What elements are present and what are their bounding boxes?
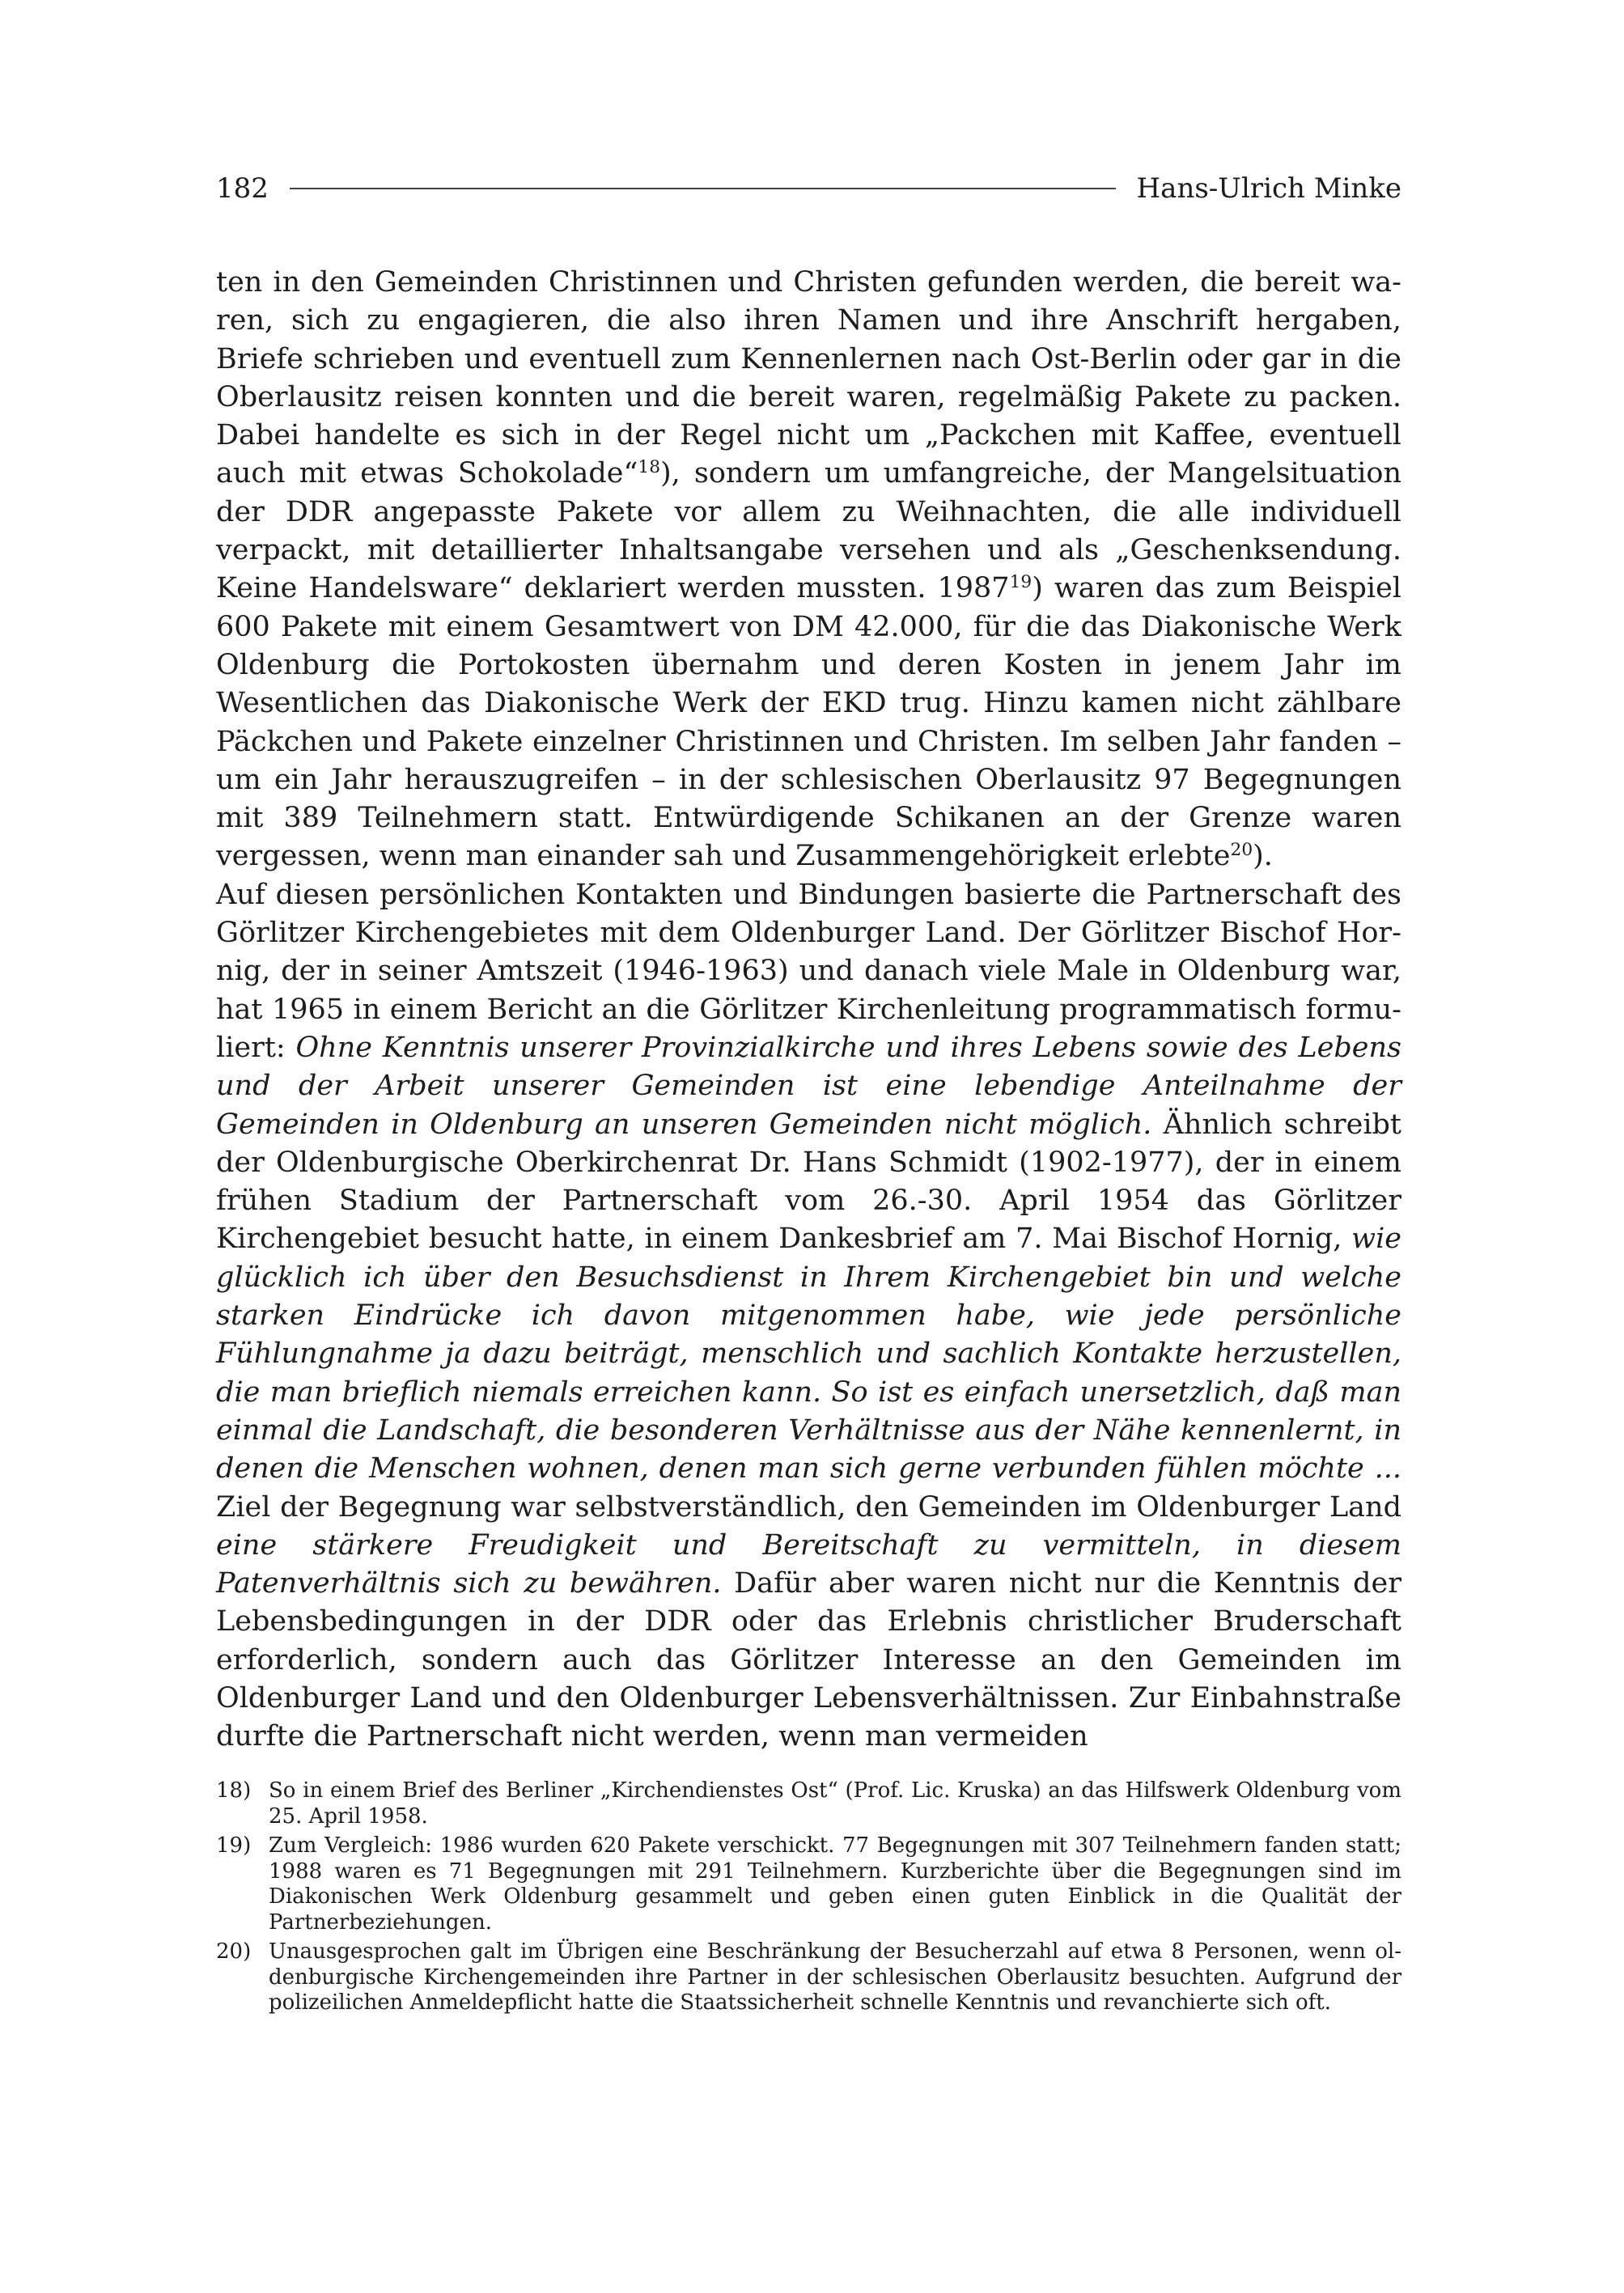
footnote-ref-20: 20: [1230, 840, 1253, 861]
footnote-text: Zum Vergleich: 1986 wurden 620 Pakete verschickt. 77 Begegnungen mit 307 Teilnehmern fanden statt; 1988 waren es 71 Begegnungen mit 291 Teilnehmern. Kurzberichte über die Begegnungen sind im Diakonischen Werk Oldenburg gesammelt und geben einen guten Einblick in die Qualität der Partnerbeziehungen.: [269, 1833, 1401, 1935]
running-author: Hans-Ulrich Minke: [1136, 172, 1401, 205]
running-header: [216, 168, 1401, 209]
footnote-number: 20): [216, 1939, 252, 1964]
page-number: 182: [216, 172, 269, 205]
text-run: ten in den Gemeinden Christinnen und Christen gefunden werden, die bereit waren, sich zu engagieren, die also ihren Namen und ihre Anschrift hergaben, Briefe schrieben und eventuell zum Kennenlernen nach Ost-Berlin oder gar in die Oberlausitz reisen konnten und die bereit waren, regelmäßig Pakete zu packen. Dabei handelte es sich in der Regel nicht um „Packchen mit Kaffee, eventuell auch mit etwas Schokolade“: [216, 266, 1401, 490]
text-run: Ähnlich schreibt der Oldenburgische Oberkirchenrat Dr. Hans Schmidt (1902-1977), der in einem frühen Stadium der Partnerschaft vom 26.-30. April 1954 das Görlitzer Kirchengebiet besucht hatte, in einem Dankesbrief am 7. Mai Bischof Hornig,: [216, 1108, 1401, 1256]
paragraph-2: [216, 876, 1401, 1757]
footnote-text: So in einem Brief des Berliner „Kirchendienstes Ost“ (Prof. Lic. Kruska) an das Hilfswerk Oldenburg vom 25. April 1958.: [269, 1778, 1401, 1829]
quotation-italic: wie glücklich ich über den Besuchsdienst in Ihrem Kirchengebiet bin und welche starken Eindrücke ich davon mitgenommen habe, wie jede persönliche Fühlungnahme ja dazu beiträgt, menschlich und sachlich Kontakte herzustellen, die man brieflich niemals erreichen kann. So ist es einfach unersetzlich, daß man einmal die Landschaft, die besonderen Verhältnisse aus der Nähe kennenlernt, in denen die Menschen wohnen, denen man sich gerne verbunden fühlen möchte ...: [216, 1223, 1401, 1486]
footnote-18: [216, 1778, 1401, 1829]
footnotes: [216, 1778, 1401, 2020]
body-text: [216, 264, 1401, 1757]
footnote-number: 18): [216, 1778, 252, 1803]
text-run: ).: [1253, 840, 1273, 873]
quotation-italic: eine stärkere Freudigkeit und Bereitschaft zu vermitteln, in diesem Patenverhältnis sich zu bewähren.: [216, 1528, 1401, 1600]
footnote-ref-18: 18: [638, 457, 661, 478]
footnote-number: 19): [216, 1833, 252, 1858]
text-run: ) waren das zum Beispiel 600 Pakete mit einem Gesamtwert von DM 42.000, für die das Diakonische Werk Oldenburg die Portokosten übernahm und deren Kosten in jenem Jahr im Wesentlichen das Diakonische Werk der EKD trug. Hinzu kamen nicht zählbare Päckchen und Pakete einzelner Christinnen und Christen. Im selben Jahr fanden – um ein Jahr herauszugreifen – in der schlesischen Oberlausitz 97 Begegnungen mit 389 Teilnehmern statt. Entwürdigende Schikanen an der Grenze waren vergessen, wenn man einander sah und Zusammengehörigkeit erlebte: [216, 572, 1402, 873]
text-run: Auf diesen persönlichen Kontakten und Bindungen basierte die Partnerschaft des Görlitzer Kirchengebietes mit dem Oldenburger Land. Der Görlitzer Bischof Hornig, der in seiner Amtszeit (1946-1963) und danach viele Male in Oldenburg war, hat 1965 in einem Bericht an die Görlitzer Kirchenleitung programmatisch formuliert:: [216, 878, 1401, 1064]
footnote-19: [216, 1833, 1401, 1935]
footnote-text: Unausgesprochen galt im Übrigen eine Beschränkung der Besucherzahl auf etwa 8 Personen, wenn oldenburgische Kirchengemeinden ihre Partner in der schlesischen Oberlausitz besuchten. Aufgrund der polizeilichen Anmeldepflicht hatte die Staatssicherheit schnelle Kenntnis und revanchierte sich oft.: [269, 1939, 1401, 2015]
footnote-20: [216, 1939, 1401, 2016]
paragraph-1: [216, 264, 1401, 876]
text-run: Ziel der Begegnung war selbstverständlich, den Gemeinden im Oldenburger Land: [216, 1490, 1401, 1524]
footnote-ref-19: 19: [1009, 572, 1032, 593]
text-run: ), sondern um umfangreiche, der Mangelsituation der DDR angepasste Pakete vor allem zu Weihnachten, die alle individuell verpackt, mit detaillierter Inhaltsangabe versehen und als „Geschenksendung. Keine Handelsware“ deklariert werden mussten. 1987: [216, 457, 1401, 605]
quotation-italic: Ohne Kenntnis unserer Provinzialkirche und ihres Lebens sowie des Lebens und der Arbeit unserer Gemeinden ist eine lebendige Anteilnahme der Gemeinden in Oldenburg an unseren Gemeinden nicht möglich.: [216, 1031, 1401, 1141]
header-rule: [290, 188, 1116, 189]
text-run: Dafür aber waren nicht nur die Kenntnis der Lebensbedingungen in der DDR oder das Erlebnis christlicher Bruderschaft erforderlich, sondern auch das Görlitzer Interesse an den Gemeinden im Oldenburger Land und den Oldenburger Lebensverhältnissen. Zur Einbahnstraße durfte die Partnerschaft nicht werden, wenn man vermeiden: [216, 1567, 1401, 1753]
